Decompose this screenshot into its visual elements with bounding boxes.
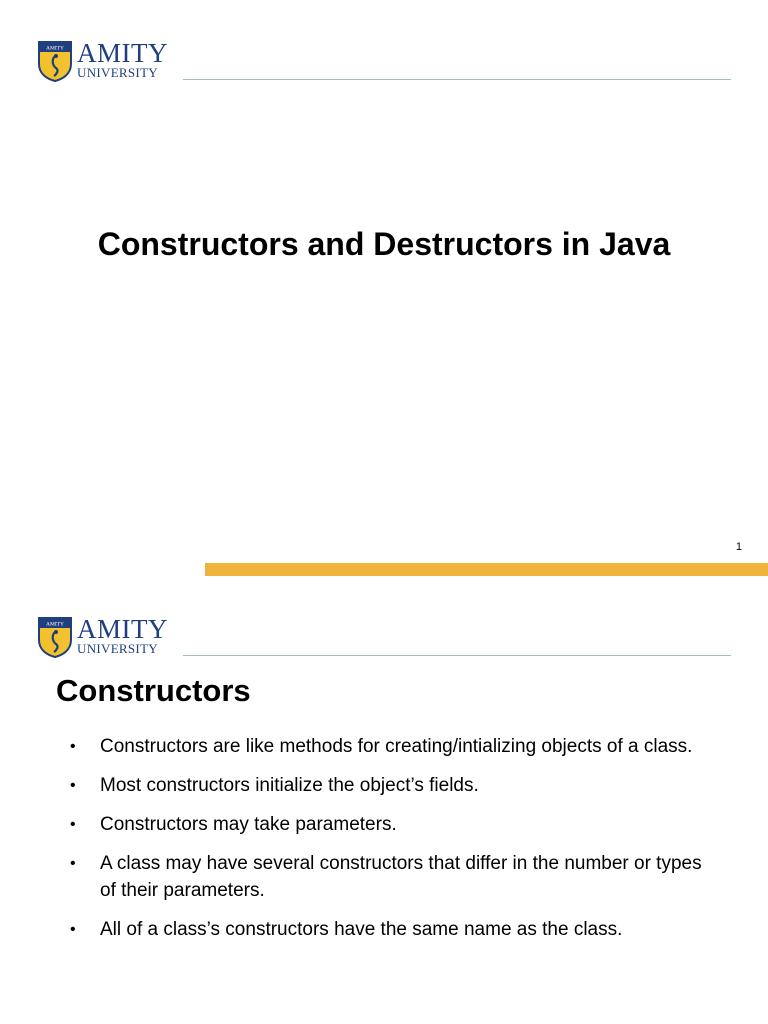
bullet-item: • A class may have several constructors that differ in the number or types of their parameters. bbox=[70, 850, 710, 904]
bullet-icon: • bbox=[70, 855, 76, 872]
shield-text: AMITY bbox=[45, 621, 65, 628]
amity-shield-icon bbox=[37, 40, 73, 82]
amity-logo bbox=[37, 616, 167, 658]
bullet-item: • Constructors may take parameters. bbox=[70, 811, 710, 838]
page-number: 1 bbox=[735, 541, 742, 553]
header-divider bbox=[183, 655, 731, 656]
shield-text: AMITY bbox=[45, 45, 65, 52]
amity-shield-icon bbox=[37, 616, 73, 658]
bullet-icon: • bbox=[70, 816, 76, 833]
amity-logo bbox=[37, 40, 167, 82]
logo-subtitle: UNIVERSITY bbox=[77, 641, 158, 656]
bullet-icon: • bbox=[70, 777, 76, 794]
bullet-icon: • bbox=[70, 738, 76, 755]
logo-subtitle: UNIVERSITY bbox=[77, 65, 158, 80]
footer-accent-bar bbox=[205, 563, 768, 576]
header-divider bbox=[183, 79, 731, 80]
slide-title: Constructors bbox=[56, 673, 251, 708]
logo-name: AMITY bbox=[77, 614, 168, 644]
bullet-item: • All of a class’s constructors have the same name as the class. bbox=[70, 916, 710, 943]
bullet-item: • Constructors are like methods for creating/intializing objects of a class. bbox=[70, 733, 710, 760]
slide-2 bbox=[0, 576, 768, 1024]
bullet-list bbox=[70, 733, 710, 955]
bullet-icon: • bbox=[70, 921, 76, 938]
bullet-item: • Most constructors initialize the object’s fields. bbox=[70, 772, 710, 799]
slide-title: Constructors and Destructors in Java bbox=[97, 226, 671, 262]
logo-name: AMITY bbox=[77, 38, 168, 68]
